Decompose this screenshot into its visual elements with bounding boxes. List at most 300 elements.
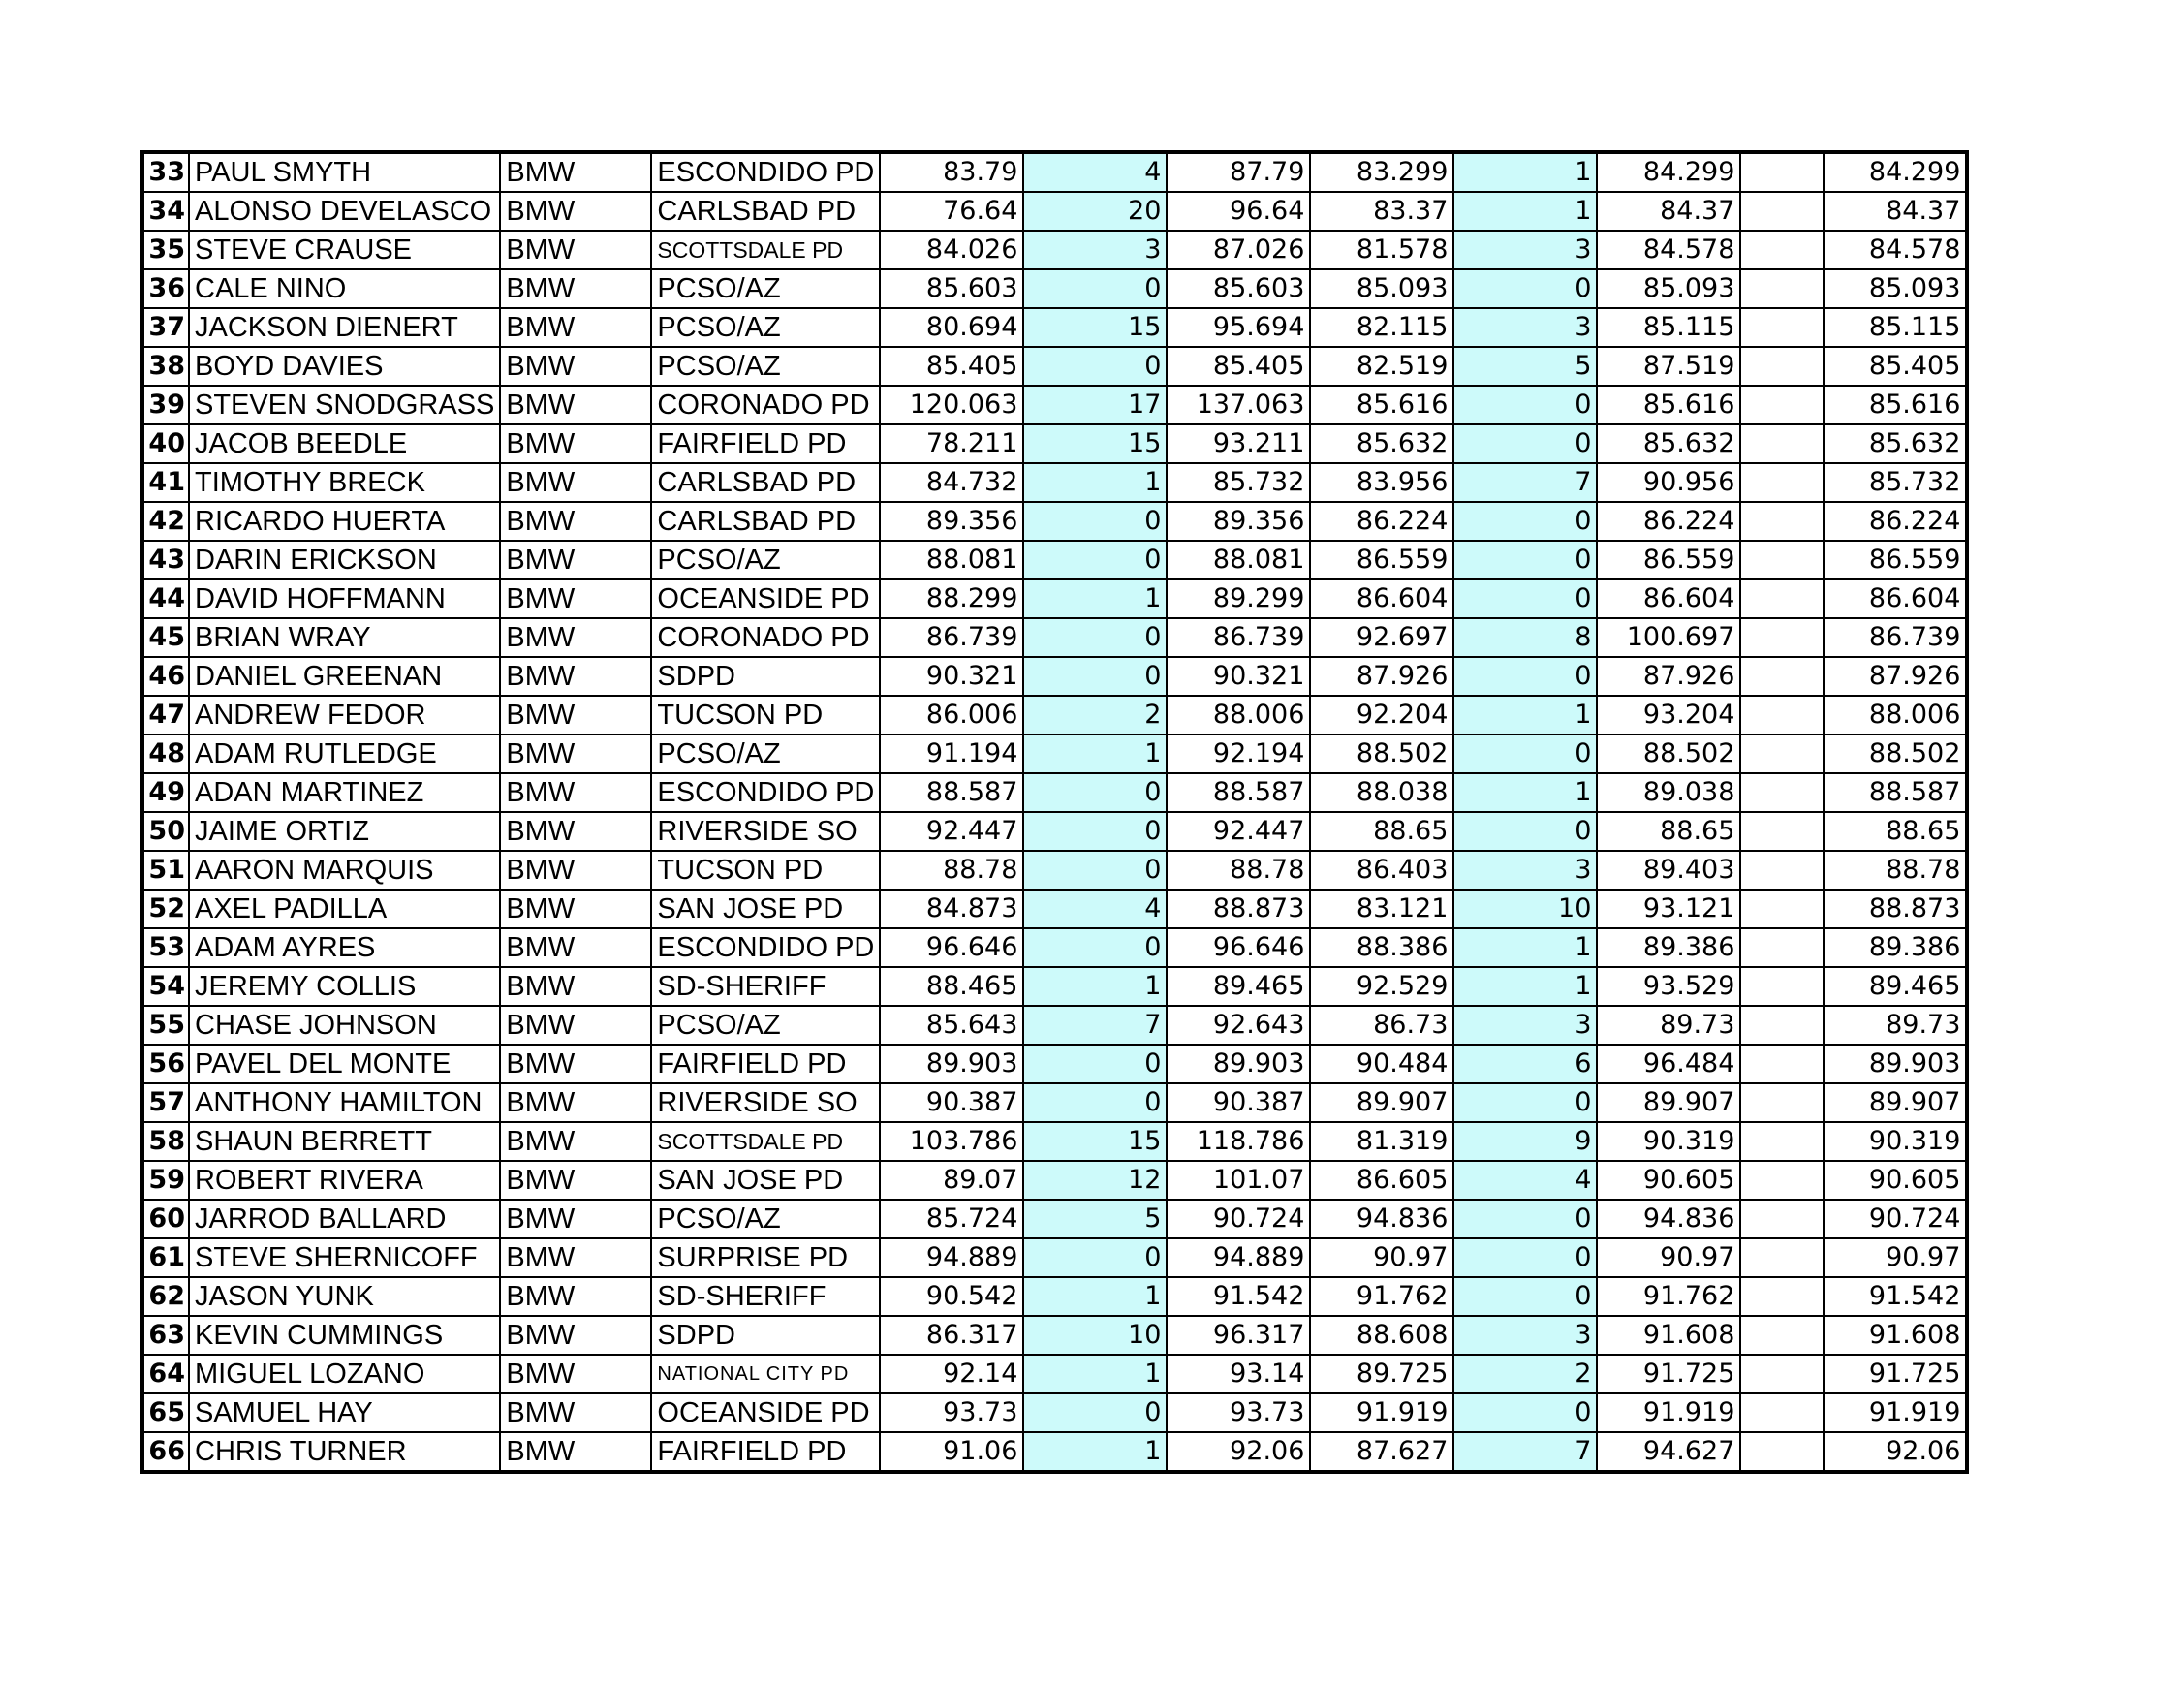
run1-adjusted-cell: 86.739	[1167, 618, 1310, 657]
run1-time-cell: 90.321	[880, 657, 1023, 696]
run2-penalty-cell: 0	[1453, 269, 1597, 308]
run1-penalty-cell: 10	[1023, 1316, 1167, 1355]
rank-cell: 39	[142, 386, 189, 424]
rider-name-cell: KEVIN CUMMINGS	[189, 1316, 500, 1355]
run2-penalty-cell: 1	[1453, 696, 1597, 735]
run1-adjusted-cell: 94.889	[1167, 1238, 1310, 1277]
run2-penalty-cell: 1	[1453, 773, 1597, 812]
rank-cell: 37	[142, 308, 189, 347]
run1-adjusted-cell: 93.73	[1167, 1393, 1310, 1432]
run1-adjusted-cell: 96.317	[1167, 1316, 1310, 1355]
table-row	[142, 1432, 1967, 1472]
table-row	[142, 967, 1967, 1006]
run2-time-cell: 88.608	[1310, 1316, 1453, 1355]
run1-penalty-cell: 0	[1023, 928, 1167, 967]
run2-penalty-cell: 5	[1453, 347, 1597, 386]
run2-penalty-cell: 0	[1453, 541, 1597, 579]
run2-adjusted-cell: 90.605	[1597, 1161, 1740, 1200]
rank-cell: 64	[142, 1355, 189, 1393]
table-row	[142, 773, 1967, 812]
run2-penalty-cell: 0	[1453, 735, 1597, 773]
department-cell: OCEANSIDE PD	[651, 1393, 880, 1432]
best-time-cell: 89.386	[1824, 928, 1967, 967]
run2-time-cell: 81.578	[1310, 231, 1453, 269]
run1-adjusted-cell: 88.78	[1167, 851, 1310, 890]
bike-cell: BMW	[500, 541, 651, 579]
department-cell: RIVERSIDE SO	[651, 1083, 880, 1122]
run2-time-cell: 85.632	[1310, 424, 1453, 463]
bike-cell: BMW	[500, 424, 651, 463]
rider-name-cell: DARIN ERICKSON	[189, 541, 500, 579]
table-row	[142, 812, 1967, 851]
blank-cell	[1740, 269, 1824, 308]
rider-name-cell: RICARDO HUERTA	[189, 502, 500, 541]
run1-time-cell: 83.79	[880, 152, 1023, 192]
run2-adjusted-cell: 93.121	[1597, 890, 1740, 928]
run2-adjusted-cell: 91.919	[1597, 1393, 1740, 1432]
rank-cell: 58	[142, 1122, 189, 1161]
bike-cell: BMW	[500, 967, 651, 1006]
rank-cell: 56	[142, 1045, 189, 1083]
best-time-cell: 90.319	[1824, 1122, 1967, 1161]
run2-time-cell: 87.926	[1310, 657, 1453, 696]
best-time-cell: 86.739	[1824, 618, 1967, 657]
run1-adjusted-cell: 92.447	[1167, 812, 1310, 851]
table-row	[142, 347, 1967, 386]
department-cell: ESCONDIDO PD	[651, 773, 880, 812]
run1-penalty-cell: 0	[1023, 347, 1167, 386]
best-time-cell: 85.405	[1824, 347, 1967, 386]
best-time-cell: 86.559	[1824, 541, 1967, 579]
run2-adjusted-cell: 86.224	[1597, 502, 1740, 541]
rider-name-cell: PAVEL DEL MONTE	[189, 1045, 500, 1083]
run2-penalty-cell: 0	[1453, 1393, 1597, 1432]
rank-cell: 55	[142, 1006, 189, 1045]
bike-cell: BMW	[500, 696, 651, 735]
best-time-cell: 84.299	[1824, 152, 1967, 192]
bike-cell: BMW	[500, 890, 651, 928]
table-row	[142, 735, 1967, 773]
blank-cell	[1740, 231, 1824, 269]
run2-penalty-cell: 0	[1453, 1277, 1597, 1316]
blank-cell	[1740, 890, 1824, 928]
best-time-cell: 91.919	[1824, 1393, 1967, 1432]
best-time-cell: 89.903	[1824, 1045, 1967, 1083]
rank-cell: 44	[142, 579, 189, 618]
run1-adjusted-cell: 89.299	[1167, 579, 1310, 618]
run2-time-cell: 90.97	[1310, 1238, 1453, 1277]
department-cell: SDPD	[651, 657, 880, 696]
rank-cell: 40	[142, 424, 189, 463]
department-cell: SURPRISE PD	[651, 1238, 880, 1277]
bike-cell: BMW	[500, 231, 651, 269]
blank-cell	[1740, 657, 1824, 696]
run2-penalty-cell: 1	[1453, 152, 1597, 192]
best-time-cell: 90.97	[1824, 1238, 1967, 1277]
table-row	[142, 1083, 1967, 1122]
run1-time-cell: 78.211	[880, 424, 1023, 463]
run1-adjusted-cell: 85.732	[1167, 463, 1310, 502]
run2-time-cell: 91.762	[1310, 1277, 1453, 1316]
rider-name-cell: CALE NINO	[189, 269, 500, 308]
rider-name-cell: ROBERT RIVERA	[189, 1161, 500, 1200]
run2-time-cell: 86.605	[1310, 1161, 1453, 1200]
run1-adjusted-cell: 90.387	[1167, 1083, 1310, 1122]
run1-adjusted-cell: 85.405	[1167, 347, 1310, 386]
rider-name-cell: CHASE JOHNSON	[189, 1006, 500, 1045]
run1-adjusted-cell: 87.026	[1167, 231, 1310, 269]
bike-cell: BMW	[500, 657, 651, 696]
rank-cell: 54	[142, 967, 189, 1006]
best-time-cell: 88.65	[1824, 812, 1967, 851]
run1-time-cell: 88.78	[880, 851, 1023, 890]
run2-time-cell: 90.484	[1310, 1045, 1453, 1083]
run2-penalty-cell: 0	[1453, 1200, 1597, 1238]
bike-cell: BMW	[500, 1122, 651, 1161]
department-cell: ESCONDIDO PD	[651, 152, 880, 192]
rider-name-cell: PAUL SMYTH	[189, 152, 500, 192]
run2-time-cell: 88.502	[1310, 735, 1453, 773]
department-cell: CORONADO PD	[651, 618, 880, 657]
department-cell: FAIRFIELD PD	[651, 1045, 880, 1083]
rank-cell: 42	[142, 502, 189, 541]
run2-penalty-cell: 6	[1453, 1045, 1597, 1083]
run2-adjusted-cell: 87.926	[1597, 657, 1740, 696]
best-time-cell: 88.78	[1824, 851, 1967, 890]
run2-adjusted-cell: 84.37	[1597, 192, 1740, 231]
run1-time-cell: 103.786	[880, 1122, 1023, 1161]
department-cell: PCSO/AZ	[651, 1200, 880, 1238]
run1-adjusted-cell: 93.211	[1167, 424, 1310, 463]
run2-adjusted-cell: 93.204	[1597, 696, 1740, 735]
run1-time-cell: 88.465	[880, 967, 1023, 1006]
blank-cell	[1740, 1200, 1824, 1238]
rider-name-cell: JACKSON DIENERT	[189, 308, 500, 347]
best-time-cell: 85.093	[1824, 269, 1967, 308]
department-cell: FAIRFIELD PD	[651, 424, 880, 463]
table-row	[142, 1006, 1967, 1045]
run2-time-cell: 94.836	[1310, 1200, 1453, 1238]
blank-cell	[1740, 851, 1824, 890]
run1-adjusted-cell: 89.903	[1167, 1045, 1310, 1083]
best-time-cell: 85.732	[1824, 463, 1967, 502]
run1-adjusted-cell: 93.14	[1167, 1355, 1310, 1393]
run1-time-cell: 88.081	[880, 541, 1023, 579]
run1-time-cell: 93.73	[880, 1393, 1023, 1432]
run1-adjusted-cell: 88.006	[1167, 696, 1310, 735]
run2-adjusted-cell: 84.299	[1597, 152, 1740, 192]
bike-cell: BMW	[500, 735, 651, 773]
rider-name-cell: DAVID HOFFMANN	[189, 579, 500, 618]
table-row	[142, 424, 1967, 463]
run2-adjusted-cell: 91.762	[1597, 1277, 1740, 1316]
best-time-cell: 85.115	[1824, 308, 1967, 347]
run1-penalty-cell: 1	[1023, 1355, 1167, 1393]
blank-cell	[1740, 1393, 1824, 1432]
run2-time-cell: 82.519	[1310, 347, 1453, 386]
run2-penalty-cell: 3	[1453, 231, 1597, 269]
blank-cell	[1740, 773, 1824, 812]
rider-name-cell: ADAM AYRES	[189, 928, 500, 967]
run2-adjusted-cell: 88.65	[1597, 812, 1740, 851]
run2-penalty-cell: 0	[1453, 579, 1597, 618]
bike-cell: BMW	[500, 773, 651, 812]
department-cell: SD-SHERIFF	[651, 1277, 880, 1316]
run1-time-cell: 85.603	[880, 269, 1023, 308]
table-row	[142, 269, 1967, 308]
run2-penalty-cell: 1	[1453, 967, 1597, 1006]
department-cell: RIVERSIDE SO	[651, 812, 880, 851]
rank-cell: 35	[142, 231, 189, 269]
rider-name-cell: SHAUN BERRETT	[189, 1122, 500, 1161]
blank-cell	[1740, 347, 1824, 386]
table-row	[142, 1161, 1967, 1200]
best-time-cell: 85.616	[1824, 386, 1967, 424]
table-row	[142, 696, 1967, 735]
run1-time-cell: 90.542	[880, 1277, 1023, 1316]
run2-time-cell: 91.919	[1310, 1393, 1453, 1432]
run2-penalty-cell: 7	[1453, 1432, 1597, 1472]
rider-name-cell: ALONSO DEVELASCO	[189, 192, 500, 231]
rank-cell: 50	[142, 812, 189, 851]
run1-penalty-cell: 0	[1023, 657, 1167, 696]
blank-cell	[1740, 928, 1824, 967]
run2-penalty-cell: 0	[1453, 502, 1597, 541]
rank-cell: 53	[142, 928, 189, 967]
rider-name-cell: STEVE CRAUSE	[189, 231, 500, 269]
best-time-cell: 86.604	[1824, 579, 1967, 618]
best-time-cell: 85.632	[1824, 424, 1967, 463]
rank-cell: 36	[142, 269, 189, 308]
department-cell: SD-SHERIFF	[651, 967, 880, 1006]
run2-time-cell: 86.403	[1310, 851, 1453, 890]
bike-cell: BMW	[500, 386, 651, 424]
bike-cell: BMW	[500, 851, 651, 890]
results-table	[140, 150, 1969, 1474]
table-row	[142, 502, 1967, 541]
run1-time-cell: 85.405	[880, 347, 1023, 386]
run1-penalty-cell: 7	[1023, 1006, 1167, 1045]
run2-penalty-cell: 0	[1453, 424, 1597, 463]
run1-penalty-cell: 1	[1023, 1277, 1167, 1316]
run1-penalty-cell: 15	[1023, 308, 1167, 347]
run2-time-cell: 92.529	[1310, 967, 1453, 1006]
bike-cell: BMW	[500, 192, 651, 231]
rider-name-cell: ADAN MARTINEZ	[189, 773, 500, 812]
run1-time-cell: 92.447	[880, 812, 1023, 851]
run1-time-cell: 85.643	[880, 1006, 1023, 1045]
rider-name-cell: JASON YUNK	[189, 1277, 500, 1316]
rider-name-cell: BRIAN WRAY	[189, 618, 500, 657]
run2-penalty-cell: 3	[1453, 1316, 1597, 1355]
blank-cell	[1740, 1006, 1824, 1045]
run2-penalty-cell: 1	[1453, 928, 1597, 967]
run2-adjusted-cell: 88.502	[1597, 735, 1740, 773]
run1-penalty-cell: 15	[1023, 424, 1167, 463]
run2-adjusted-cell: 91.608	[1597, 1316, 1740, 1355]
bike-cell: BMW	[500, 269, 651, 308]
run2-adjusted-cell: 87.519	[1597, 347, 1740, 386]
run2-penalty-cell: 9	[1453, 1122, 1597, 1161]
run1-time-cell: 96.646	[880, 928, 1023, 967]
rank-cell: 43	[142, 541, 189, 579]
department-cell: SCOTTSDALE PD	[651, 231, 880, 269]
run2-adjusted-cell: 91.725	[1597, 1355, 1740, 1393]
run1-penalty-cell: 1	[1023, 1432, 1167, 1472]
run2-time-cell: 86.224	[1310, 502, 1453, 541]
rank-cell: 63	[142, 1316, 189, 1355]
run2-time-cell: 83.121	[1310, 890, 1453, 928]
table-row	[142, 463, 1967, 502]
blank-cell	[1740, 1355, 1824, 1393]
rider-name-cell: ANDREW FEDOR	[189, 696, 500, 735]
department-cell: CORONADO PD	[651, 386, 880, 424]
run1-time-cell: 91.194	[880, 735, 1023, 773]
run2-adjusted-cell: 90.319	[1597, 1122, 1740, 1161]
bike-cell: BMW	[500, 1238, 651, 1277]
bike-cell: BMW	[500, 1006, 651, 1045]
bike-cell: BMW	[500, 502, 651, 541]
run1-penalty-cell: 0	[1023, 851, 1167, 890]
table-row	[142, 1200, 1967, 1238]
run1-time-cell: 86.739	[880, 618, 1023, 657]
run2-adjusted-cell: 89.907	[1597, 1083, 1740, 1122]
run1-adjusted-cell: 85.603	[1167, 269, 1310, 308]
bike-cell: BMW	[500, 1277, 651, 1316]
table-row	[142, 618, 1967, 657]
bike-cell: BMW	[500, 812, 651, 851]
run2-time-cell: 85.616	[1310, 386, 1453, 424]
run2-penalty-cell: 0	[1453, 812, 1597, 851]
best-time-cell: 89.73	[1824, 1006, 1967, 1045]
run1-penalty-cell: 0	[1023, 269, 1167, 308]
run2-time-cell: 81.319	[1310, 1122, 1453, 1161]
rider-name-cell: DANIEL GREENAN	[189, 657, 500, 696]
department-cell: NATIONAL CITY PD	[651, 1355, 880, 1393]
run2-penalty-cell: 0	[1453, 386, 1597, 424]
rank-cell: 48	[142, 735, 189, 773]
run2-adjusted-cell: 100.697	[1597, 618, 1740, 657]
rider-name-cell: JACOB BEEDLE	[189, 424, 500, 463]
blank-cell	[1740, 463, 1824, 502]
rank-cell: 45	[142, 618, 189, 657]
blank-cell	[1740, 579, 1824, 618]
run1-time-cell: 80.694	[880, 308, 1023, 347]
run1-penalty-cell: 12	[1023, 1161, 1167, 1200]
bike-cell: BMW	[500, 618, 651, 657]
run1-penalty-cell: 2	[1023, 696, 1167, 735]
rank-cell: 65	[142, 1393, 189, 1432]
table-row	[142, 1277, 1967, 1316]
bike-cell: BMW	[500, 308, 651, 347]
rider-name-cell: BOYD DAVIES	[189, 347, 500, 386]
blank-cell	[1740, 1238, 1824, 1277]
rider-name-cell: AXEL PADILLA	[189, 890, 500, 928]
blank-cell	[1740, 541, 1824, 579]
blank-cell	[1740, 502, 1824, 541]
blank-cell	[1740, 812, 1824, 851]
best-time-cell: 88.006	[1824, 696, 1967, 735]
run1-time-cell: 84.732	[880, 463, 1023, 502]
run2-adjusted-cell: 85.093	[1597, 269, 1740, 308]
run2-adjusted-cell: 85.115	[1597, 308, 1740, 347]
department-cell: CARLSBAD PD	[651, 463, 880, 502]
blank-cell	[1740, 1316, 1824, 1355]
department-cell: TUCSON PD	[651, 851, 880, 890]
run2-adjusted-cell: 85.632	[1597, 424, 1740, 463]
run1-time-cell: 88.299	[880, 579, 1023, 618]
department-cell: FAIRFIELD PD	[651, 1432, 880, 1472]
rank-cell: 33	[142, 152, 189, 192]
results-body	[142, 152, 1967, 1472]
table-row	[142, 1045, 1967, 1083]
best-time-cell: 87.926	[1824, 657, 1967, 696]
run1-adjusted-cell: 95.694	[1167, 308, 1310, 347]
run2-adjusted-cell: 86.559	[1597, 541, 1740, 579]
table-row	[142, 851, 1967, 890]
table-row	[142, 928, 1967, 967]
bike-cell: BMW	[500, 463, 651, 502]
run1-penalty-cell: 4	[1023, 890, 1167, 928]
best-time-cell: 84.578	[1824, 231, 1967, 269]
run1-adjusted-cell: 96.64	[1167, 192, 1310, 231]
blank-cell	[1740, 424, 1824, 463]
run1-penalty-cell: 0	[1023, 1238, 1167, 1277]
blank-cell	[1740, 1083, 1824, 1122]
best-time-cell: 86.224	[1824, 502, 1967, 541]
rider-name-cell: JARROD BALLARD	[189, 1200, 500, 1238]
blank-cell	[1740, 618, 1824, 657]
run1-time-cell: 89.356	[880, 502, 1023, 541]
run1-time-cell: 86.006	[880, 696, 1023, 735]
run1-penalty-cell: 5	[1023, 1200, 1167, 1238]
run2-adjusted-cell: 94.627	[1597, 1432, 1740, 1472]
run2-time-cell: 86.559	[1310, 541, 1453, 579]
run2-time-cell: 89.907	[1310, 1083, 1453, 1122]
blank-cell	[1740, 1122, 1824, 1161]
run2-adjusted-cell: 89.73	[1597, 1006, 1740, 1045]
run2-penalty-cell: 3	[1453, 1006, 1597, 1045]
run2-time-cell: 86.604	[1310, 579, 1453, 618]
rider-name-cell: SAMUEL HAY	[189, 1393, 500, 1432]
run1-penalty-cell: 1	[1023, 463, 1167, 502]
blank-cell	[1740, 735, 1824, 773]
run2-adjusted-cell: 93.529	[1597, 967, 1740, 1006]
department-cell: CARLSBAD PD	[651, 192, 880, 231]
run2-adjusted-cell: 89.386	[1597, 928, 1740, 967]
department-cell: SCOTTSDALE PD	[651, 1122, 880, 1161]
run1-penalty-cell: 17	[1023, 386, 1167, 424]
run2-penalty-cell: 3	[1453, 851, 1597, 890]
rank-cell: 59	[142, 1161, 189, 1200]
rider-name-cell: ADAM RUTLEDGE	[189, 735, 500, 773]
bike-cell: BMW	[500, 1316, 651, 1355]
rank-cell: 62	[142, 1277, 189, 1316]
run1-time-cell: 85.724	[880, 1200, 1023, 1238]
rank-cell: 41	[142, 463, 189, 502]
run2-penalty-cell: 0	[1453, 1083, 1597, 1122]
table-row	[142, 1355, 1967, 1393]
run1-time-cell: 120.063	[880, 386, 1023, 424]
run1-penalty-cell: 1	[1023, 967, 1167, 1006]
rank-cell: 47	[142, 696, 189, 735]
run1-time-cell: 89.903	[880, 1045, 1023, 1083]
run1-penalty-cell: 1	[1023, 735, 1167, 773]
run1-adjusted-cell: 88.873	[1167, 890, 1310, 928]
rider-name-cell: ANTHONY HAMILTON	[189, 1083, 500, 1122]
blank-cell	[1740, 152, 1824, 192]
run2-adjusted-cell: 85.616	[1597, 386, 1740, 424]
